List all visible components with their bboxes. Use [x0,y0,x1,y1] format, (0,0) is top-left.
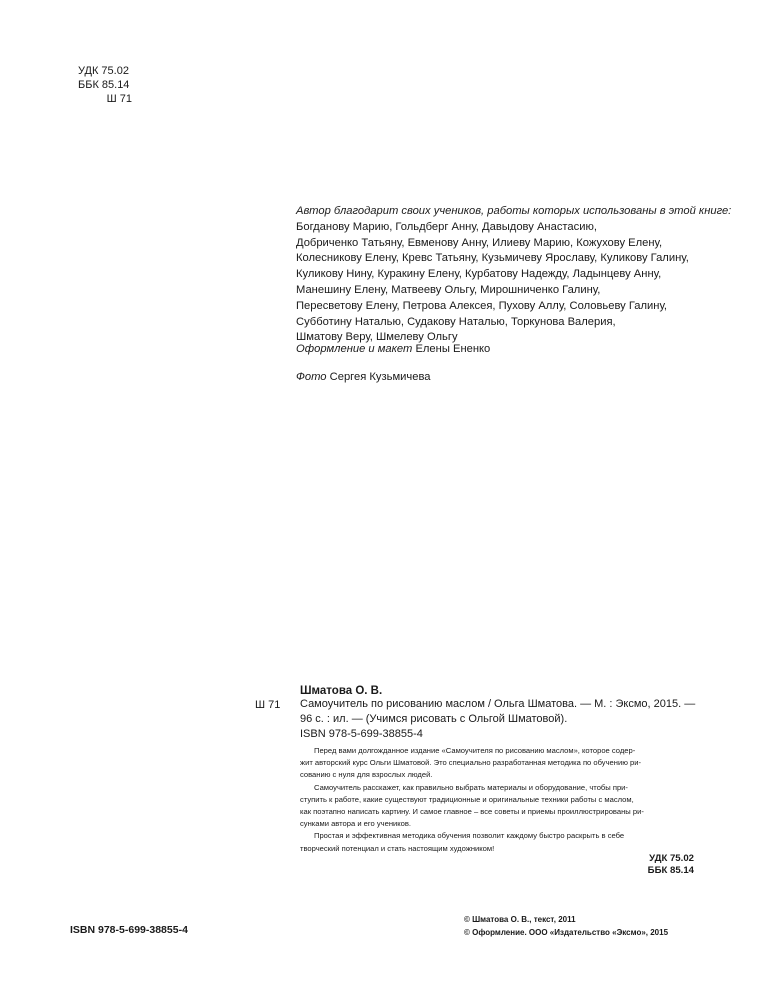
copyright-block [464,914,668,939]
copyright-line: © Шматова О. В., текст, 2011 [464,915,576,924]
bottom-udk-code: УДК 75.02 [649,853,694,864]
acknowledgements-intro: Автор благодарит своих учеников, работы которых использованы в этой книге: [296,205,732,217]
top-bbk-code: ББК 85.14 [78,79,130,91]
bib-line: 96 с. : ил. — (Учимся рисовать с Ольгой Шматовой). [300,713,568,725]
annotation-paragraph [300,830,698,854]
acknowledgements-line: Субботину Наталью, Судакову Наталью, Торкунова Валерия, [296,315,616,328]
design-credit-name: Елены Ененко [415,343,491,355]
annotation-line: жит авторский курс Ольги Шматовой. Это специально разработанная методика по обучению ри- [300,758,642,768]
photo-credit-name: Сергея Кузьмичева [329,371,431,383]
annotation-paragraph [300,745,698,782]
annotation-line: сунками автора и его учеников. [300,819,412,829]
top-shifr-code: Ш 71 [106,93,132,105]
design-credit-label: Оформление и макет [296,343,413,355]
acknowledgements-line: Богданову Марию, Гольдберг Анну, Давыдову Анастасию, [296,220,597,233]
bottom-classification-codes [600,853,694,877]
top-udk-code: УДК 75.02 [78,65,129,77]
acknowledgements-line: Куликову Нину, Куракину Елену, Курбатову Надежду, Ладынцеву Анну, [296,268,662,281]
acknowledgements-line: Пересветову Елену, Петрова Алексея, Пухову Аллу, Соловьеву Галину, [296,299,668,312]
catalog-shifr: Ш 71 [255,699,281,711]
catalog-isbn: ISBN 978-5-699-38855-4 [300,728,423,740]
bottom-isbn: ISBN 978-5-699-38855-4 [70,924,188,936]
acknowledgements-line: Колесникову Елену, Кревс Татьяну, Кузьмичеву Ярославу, Куликову Галину, [296,252,689,265]
acknowledgements-line: Шматову Веру, Шмелеву Ольгу [296,331,458,344]
copyright-line: © Оформление. ООО «Издательство «Эксмо», 2015 [464,927,669,937]
annotation-paragraph [300,782,698,831]
catalog-author: Шматова О. В. [300,685,383,697]
bib-line: Самоучитель по рисованию маслом / Ольга Шматова. — М. : Эксмо, 2015. — [300,698,696,710]
bibliographic-description [300,697,700,727]
design-credit [296,343,490,355]
annotation-line: Перед вами долгожданное издание «Самоучителя по рисованию маслом», которое содер- [314,746,636,755]
annotation [300,745,698,855]
acknowledgements-line: Добриченко Татьяну, Евменову Анну, Илиеву Марию, Кожухову Елену, [296,236,663,249]
annotation-line: как поэтапно написать картину. И самое главное – все советы и приемы проиллюстрированы ри- [300,807,644,817]
annotation-line: творческий потенциал и стать настоящим художником! [300,843,495,853]
bottom-bbk-code: ББК 85.14 [647,865,694,876]
photo-credit [296,371,431,383]
acknowledgements [296,204,732,346]
photo-credit-label: Фото [296,371,327,383]
annotation-line: ступить к работе, какие существуют традиционные и оригинальные техники работы с маслом, [300,794,634,804]
annotation-line: сованию с нуля для взрослых людей. [300,770,433,780]
acknowledgements-line: Манешину Елену, Матвееву Ольгу, Мирошниченко Галину, [296,283,601,296]
annotation-line: Самоучитель расскажет, как правильно выбрать материалы и оборудование, чтобы при- [314,782,628,792]
top-classification-codes [78,64,132,106]
annotation-line: Простая и эффективная методика обучения позволит каждому быстро раскрыть в себе [314,831,625,841]
